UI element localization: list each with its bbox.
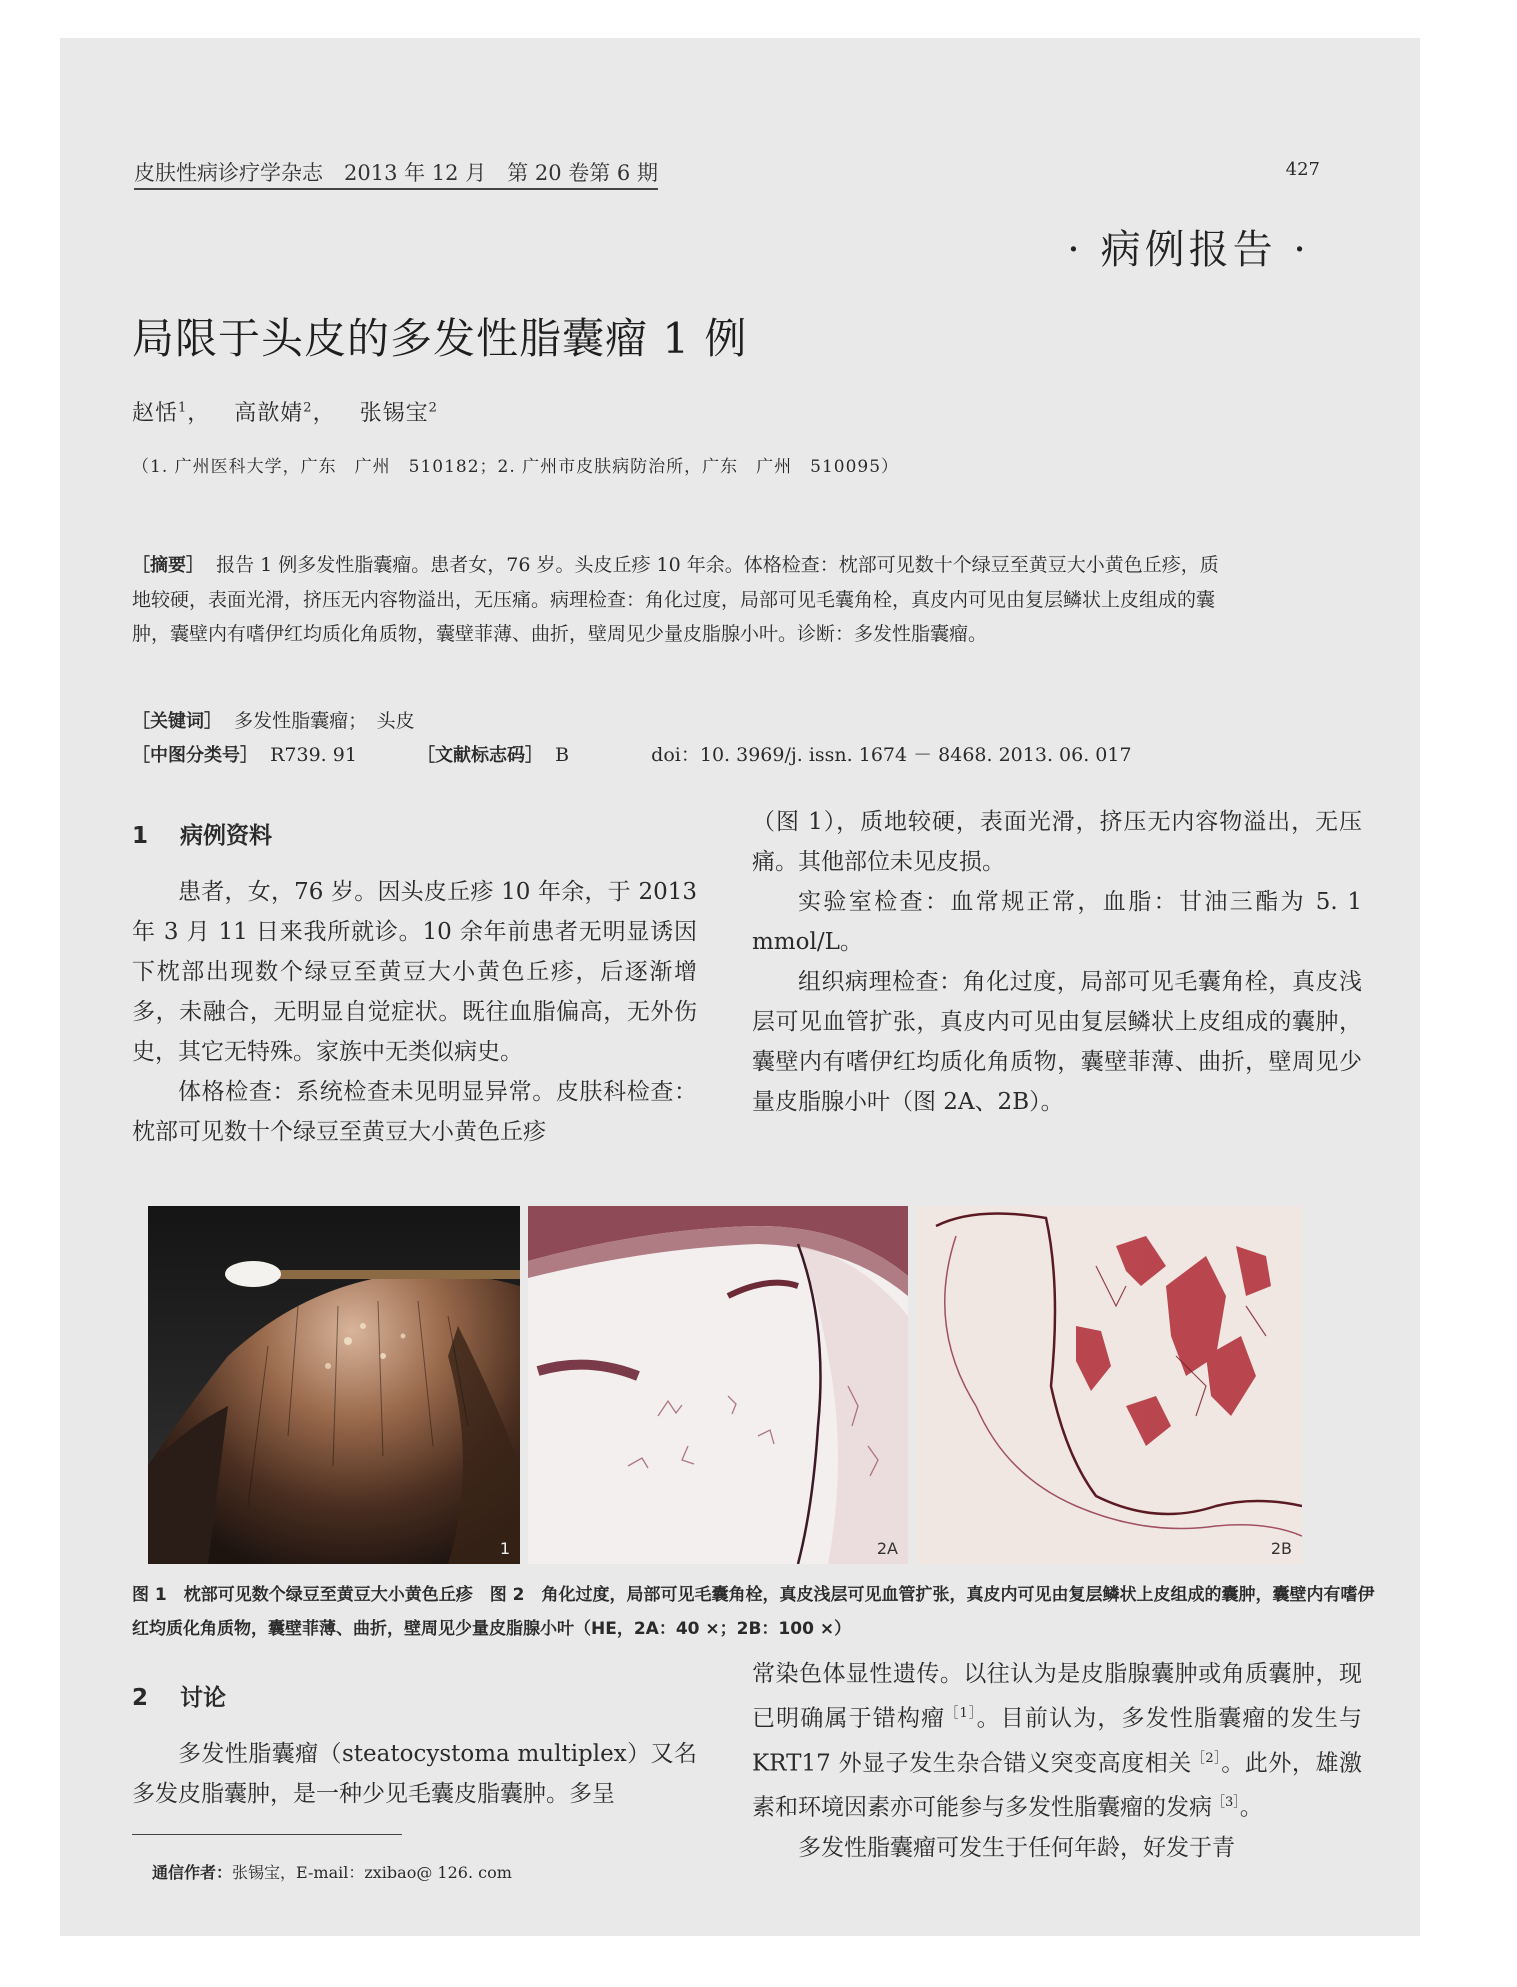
citation-ref: ［3］	[1212, 1795, 1240, 1811]
text-run: 。此外，雄激素和环境因素亦可能参与多发性脂囊瘤的发病	[752, 1750, 1363, 1821]
text-run: 。	[1239, 1794, 1263, 1821]
figure-2b-histology	[916, 1206, 1302, 1564]
figure-caption: 图 1 枕部可见数个绿豆至黄豆大小黄色丘疹 图 2 角化过度，局部可见毛囊角栓，真皮浅层可见血管扩张，真皮内可见由复层鳞状上皮组成的囊肿，囊壁内有嗜伊红均质化角质物，囊壁菲薄、曲折，壁周见少量皮脂腺小叶（HE，2A：40 ×；2B：100 ×）	[132, 1585, 1375, 1639]
paragraph: 体格检查：系统检查未见明显异常。皮肤科检查：枕部可见数十个绿豆至黄豆大小黄色丘疹	[132, 1079, 697, 1145]
clc-value: R739. 91	[270, 744, 357, 766]
author-name: 赵恬	[132, 401, 179, 426]
abstract	[132, 548, 1222, 651]
column-label: · 病例报告 ·	[1067, 227, 1310, 273]
author-list: 赵恬$^1$， 高歆婧$^2$， 张锡宝$^2$	[132, 400, 438, 426]
citation-ref: ［1］	[945, 1706, 977, 1721]
clc-label: ［中图分类号］	[132, 745, 258, 766]
affiliations: （1. 广州医科大学，广东 广州 510182；2. 广州市皮肤病防治所，广东 广州 510095）	[132, 457, 900, 477]
author-name: 张锡宝	[359, 401, 429, 426]
figure-label: 1	[499, 1539, 510, 1558]
footnote-label: 通信作者：	[152, 1863, 233, 1882]
keywords-text: 多发性脂囊瘤； 头皮	[234, 710, 415, 732]
section2-title: 讨论	[180, 1685, 227, 1711]
page-number: 427	[1285, 159, 1320, 180]
section1-number: 1	[132, 823, 149, 849]
abstract-label: ［摘要］	[132, 555, 204, 576]
article-title: 局限于头皮的多发性脂囊瘤 1 例	[132, 314, 748, 363]
author-affil-mark: 1	[178, 400, 188, 416]
section1-heading	[132, 816, 697, 856]
footnote-text: 张锡宝，E-mail：zxibao@ 126. com	[232, 1863, 512, 1882]
author-affil-mark: 2	[428, 400, 438, 416]
doi: doi：10. 3969/j. issn. 1674 － 8468. 2013. 06. 017	[651, 744, 1132, 766]
author-affil-mark: 2	[303, 400, 313, 416]
section2-left-column	[132, 1678, 697, 1814]
keywords-label: ［关键词］	[132, 711, 222, 732]
keywords	[132, 704, 1222, 739]
section2-heading	[132, 1678, 697, 1718]
figure-1-photo	[148, 1206, 520, 1564]
paragraph: 实验室检查：血常规正常，血脂：甘油三酯为 5. 1 mmol/L。	[752, 889, 1362, 955]
citation-ref: ［2］	[1191, 1750, 1222, 1766]
text-run: 。目前认为，多发性脂囊瘤的发生与 KRT17 外显子发生杂合错义突变高度相关	[752, 1705, 1363, 1777]
paragraph: 多发性脂囊瘤（steatocystoma multiplex）又名多发皮脂囊肿，是一种少见毛囊皮脂囊肿。多呈	[132, 1741, 697, 1807]
journal-header: 皮肤性病诊疗学杂志 2013 年 12 月 第 20 卷第 6 期	[134, 157, 658, 190]
footnote-divider	[132, 1834, 402, 1835]
figure-2a-histology	[528, 1206, 908, 1564]
abstract-text: 报告 1 例多发性脂囊瘤。患者女，76 岁。头皮丘疹 10 年余。体格检查：枕部可见数十个绿豆至黄豆大小黄色丘疹，质地较硬，表面光滑，挤压无内容物溢出，无压痛。病理检查：角化过度，局部可见毛囊角栓，真皮内可见由复层鳞状上皮组成的囊肿，囊壁内有嗜伊红均质化角质物，囊壁菲薄、曲折，壁周见少量皮脂腺小叶。诊断：多发性脂囊瘤。	[132, 554, 1219, 645]
section1-title: 病例资料	[180, 823, 273, 849]
author-name: 高歆婧	[234, 401, 304, 426]
journal-page	[60, 38, 1420, 1936]
figure-label: 2A	[876, 1539, 898, 1558]
paragraph: （图 1），质地较硬，表面光滑，挤压无内容物溢出，无压痛。其他部位未见皮损。	[752, 809, 1362, 875]
corresponding-author-note	[152, 1860, 512, 1883]
section2-right-column	[752, 1654, 1362, 1868]
paragraph: 患者，女，76 岁。因头皮丘疹 10 年余，于 2013 年 3 月 11 日来我所就诊。10 余年前患者无明显诱因下枕部出现数个绿豆至黄豆大小黄色丘疹，后逐渐增多，未融合，无明显自觉症状。既往血脂偏高，无外伤史，其它无特殊。家族中无类似病史。	[132, 879, 697, 1065]
section1-right-column	[752, 802, 1362, 1122]
doc-code-value: B	[555, 744, 570, 766]
text-run: 常染色体显性遗传。以往认为是皮脂腺囊肿或角质囊肿，现已明确属于错构瘤	[752, 1661, 1362, 1732]
paragraph	[752, 1654, 1362, 1828]
figure-label: 2B	[1270, 1539, 1292, 1558]
doc-code-label: ［文献标志码］	[417, 745, 544, 766]
section2-number: 2	[132, 1685, 149, 1711]
classification-line	[132, 738, 1222, 773]
paragraph: 多发性脂囊瘤可发生于任何年龄，好发于青	[798, 1834, 1235, 1861]
section1-left-column	[132, 816, 697, 1152]
paragraph: 组织病理检查：角化过度，局部可见毛囊角栓，真皮浅层可见血管扩张，真皮内可见由复层鳞状上皮组成的囊肿，囊壁内有嗜伊红均质化角质物，囊壁菲薄、曲折，壁周见少量皮脂腺小叶（图 2A、2B）。	[752, 969, 1362, 1115]
figure-panels	[148, 1206, 1360, 1564]
